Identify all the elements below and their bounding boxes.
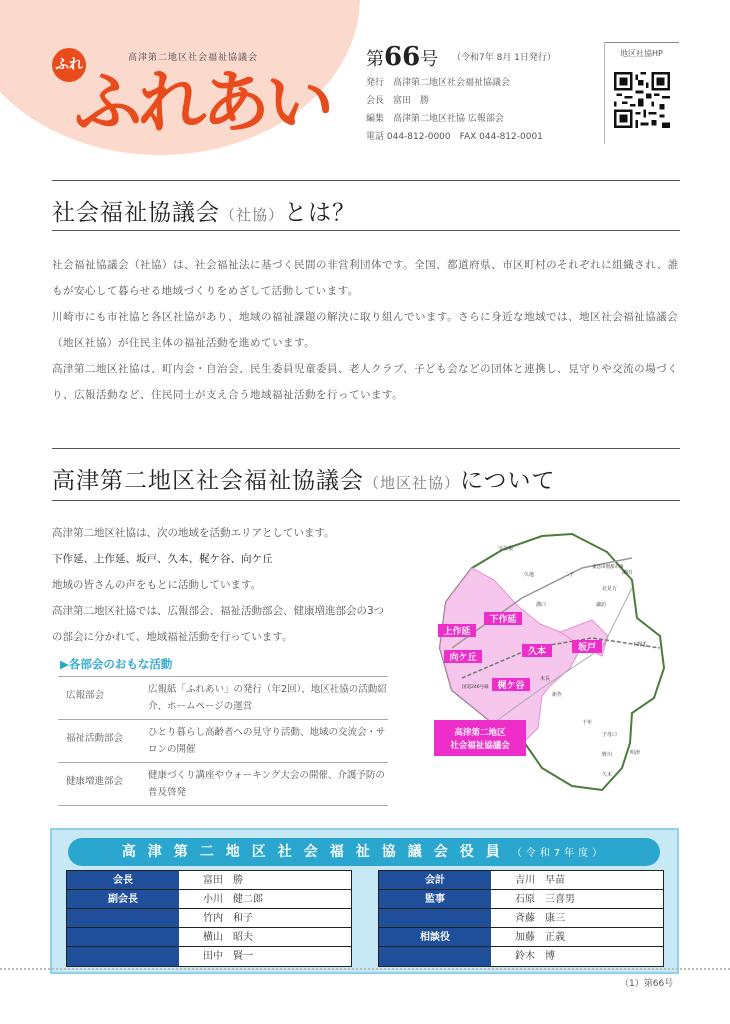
map-label: 溝口 <box>536 602 547 608</box>
publisher-info <box>366 74 543 146</box>
officer-role: 会計 <box>379 871 491 889</box>
officer-role <box>379 947 491 966</box>
qr-code-icon[interactable] <box>614 72 670 128</box>
committee-name: 広報部会 <box>66 690 105 701</box>
paragraph: 高津第二地区社協は、町内会・自治会、民生委員児童委員、老人クラブ、子ども会などの団体と連携し、見守りや交流の場づくり、広報活動など、住民同士が支え合う地域福祉活動を行っています。 <box>52 363 679 401</box>
table-row <box>58 720 388 763</box>
table-row <box>379 947 663 966</box>
officers-table-right <box>378 870 664 967</box>
legend-line: 高津第二地区 <box>454 728 506 738</box>
map-label: 国道246号線 <box>462 685 489 690</box>
officer-name: 吉川 早苗 <box>515 875 565 886</box>
officer-name: 横山 昭夫 <box>203 932 253 943</box>
map-label: 宇奈根 <box>498 546 514 552</box>
map-legend <box>434 720 526 756</box>
divider <box>52 448 680 449</box>
officers-table-left <box>66 870 352 967</box>
map-label: 諏訪 <box>596 602 607 608</box>
chiku-shakyo-description <box>52 520 392 650</box>
map-label: 明津 <box>630 750 641 756</box>
officer-role: 相談役 <box>379 928 491 946</box>
area-tag <box>484 612 522 625</box>
paragraph: 川崎市にも市社協と各区社協があり、地域の福祉課題の解決に取り組んでいます。さらに身近な地域では、地区社会福祉協議会（地区社協）が住民主体の福祉活動を進めています。 <box>52 311 679 349</box>
footer-divider <box>0 968 730 970</box>
officer-role <box>379 909 491 927</box>
table-row <box>67 928 351 947</box>
issue-number: 第66号 <box>366 42 439 72</box>
table-row <box>379 909 663 928</box>
fureai-logo-icon: ふれ <box>52 48 86 82</box>
table-row <box>379 871 663 890</box>
table-row <box>58 763 388 806</box>
officer-role: 会長 <box>67 871 179 889</box>
paragraph: 社会福祉協議会（社協）は、社会福祉法に基づく民間の非営利団体です。全国、都道府県、市区町村のそれぞれに組織され、誰もが安心して暮らせる地域づくりをめざして活動しています。 <box>52 259 679 297</box>
area-tag-label: 上作延 <box>443 627 471 637</box>
table-row <box>67 947 351 966</box>
officer-name: 加藤 正義 <box>515 932 565 943</box>
officer-role: 副会長 <box>67 890 179 908</box>
shakyo-description <box>52 252 680 408</box>
divider <box>605 42 679 43</box>
activities-table <box>58 676 388 806</box>
officer-role <box>67 909 179 927</box>
org-name: 高津第二地区社会福祉協議会 <box>128 53 259 63</box>
activity-areas: 下作延、上作延、坂戸、久本、梶ケ谷、向ケ丘 <box>52 553 273 565</box>
divider <box>52 230 680 231</box>
officer-name: 竹内 和子 <box>203 913 253 924</box>
map-label: 二子 <box>564 572 575 578</box>
paragraph: 高津第二地区社協では、広報部会、福祉活動部会、健康増進部会の3つの部会に分かれて、地域福祉活動を行っています。 <box>52 605 385 643</box>
area-tag <box>438 624 476 637</box>
map-label: 千年 <box>582 720 593 726</box>
officer-name: 鈴木 博 <box>515 951 555 962</box>
area-tag-label: 久本 <box>527 647 547 657</box>
area-tag <box>492 678 530 691</box>
map-label: 新作 <box>552 692 563 698</box>
district-map <box>432 528 672 794</box>
area-tag-label: 坂戸 <box>577 643 597 653</box>
map-label: 下野毛 <box>632 642 648 648</box>
chair-line: 会長 富田 勝 <box>366 96 430 106</box>
area-tag-label: 下作延 <box>489 615 517 625</box>
map-label: 久末 <box>602 772 613 778</box>
divider <box>52 180 680 181</box>
committee-name: 健康増進部会 <box>66 776 124 787</box>
map-label: 瀬田 <box>622 570 633 576</box>
committee-activity: 健康づくり講座やウォーキング大会の開催、介護予防の普及啓発 <box>148 770 385 798</box>
section-heading-shakyo: 社会福祉協議会（社協）とは？ <box>52 200 357 226</box>
officer-role <box>67 928 179 946</box>
table-row <box>58 677 388 720</box>
editor-line: 編集 高津第二地区社協 広報部会 <box>366 114 504 124</box>
map-label: 野川 <box>602 752 613 758</box>
officer-name: 田中 賢一 <box>203 951 253 962</box>
qr-label: 地区社協HP <box>620 49 663 58</box>
area-tag-label: 梶ケ谷 <box>497 681 525 691</box>
area-tag-label: 向ケ丘 <box>449 653 477 663</box>
page-number: （1）第66号 <box>620 979 674 989</box>
legend-line: 社会福祉協議会 <box>450 741 510 751</box>
officer-role: 監事 <box>379 890 491 908</box>
map-label: 久地 <box>524 572 535 578</box>
officer-name: 斉藤 康三 <box>515 913 565 924</box>
map-label: 東急田園都市線 <box>592 565 624 570</box>
map-label: 末長 <box>540 676 551 682</box>
committee-activity: ひとり暮らし高齢者への見守り活動、地域の交流会・サロンの開催 <box>148 727 386 755</box>
map-label: 北見方 <box>602 586 618 592</box>
committee-activity: 広報紙「ふれあい」の発行（年2回）、地区社協の活動紹介、ホームページの運営 <box>148 684 387 712</box>
paragraph: 高津第二地区社協は、次の地域を活動エリアとしています。 <box>52 527 335 539</box>
area-tag <box>444 650 482 663</box>
section-heading-chiku-shakyo: 高津第二地区社会福祉協議会（地区社協）について <box>52 468 556 494</box>
publisher-line: 発行 高津第二地区社会福祉協議会 <box>366 78 511 88</box>
table-row <box>67 909 351 928</box>
activities-heading: ▶各部会のおもな活動 <box>60 657 173 671</box>
issue-date: （令和7年 8月 1日発行） <box>452 53 556 63</box>
table-row <box>67 890 351 909</box>
newsletter-title: ふれあい <box>74 63 331 143</box>
officer-name: 小川 健二郎 <box>203 894 263 905</box>
officer-role <box>67 947 179 966</box>
table-row <box>379 890 663 909</box>
committee-name: 福祉活動部会 <box>66 733 124 744</box>
table-row <box>67 871 351 890</box>
officers-title: 高津第二地区社会福祉協議会役員（令和7年度） <box>68 838 660 866</box>
area-tag <box>522 644 552 657</box>
map-label: 子母口 <box>602 732 618 738</box>
contact-line: 電話 044-812-0000 FAX 044-812-0001 <box>366 132 543 142</box>
paragraph: 地域の皆さんの声をもとに活動しています。 <box>52 579 262 591</box>
officer-name: 石原 三喜男 <box>515 894 575 905</box>
officer-name: 富田 勝 <box>203 875 243 886</box>
divider <box>52 500 680 501</box>
table-row <box>379 928 663 947</box>
area-tag <box>572 640 602 653</box>
